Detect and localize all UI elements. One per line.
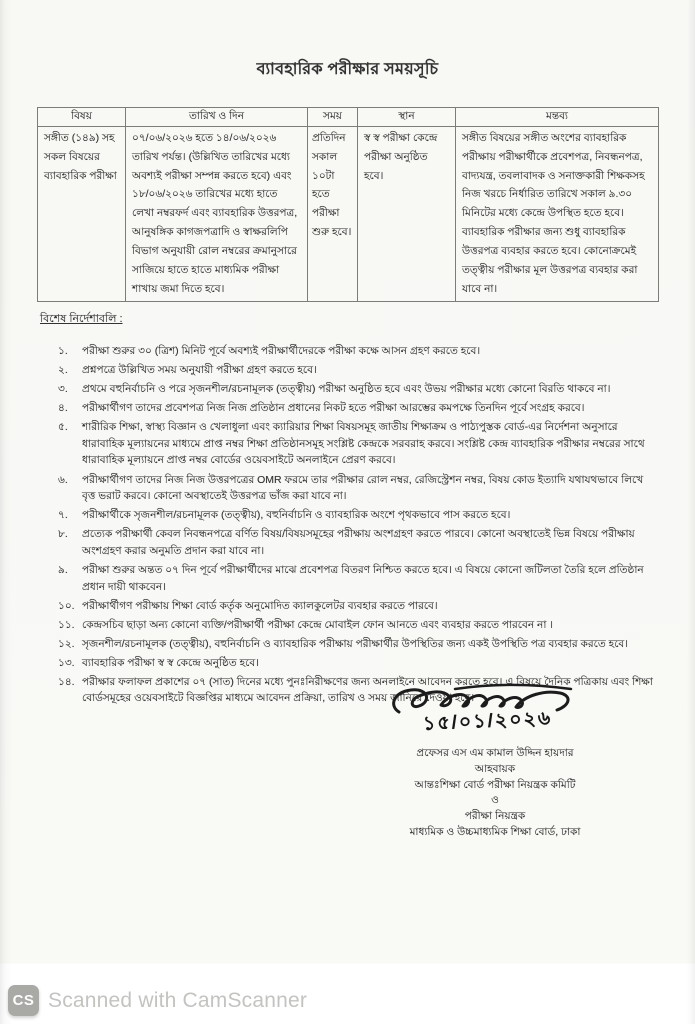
signature-date: ১৫/০১/২০২৬ [422,708,553,735]
instruction-text: প্রথমে বহুনির্বাচনি ও পরে সৃজনশীল/রচনামূলক (তত্ত্বীয়) পরীক্ষা অনুষ্ঠিত হবে এবং উভয় পরীক্ষার মধ্যে কোনো বিরতি থাকবে না। [82,383,611,396]
instruction-number: ৩. [58,383,68,396]
instruction-text: পরীক্ষার্থীগণ পরীক্ষায় শিক্ষা বোর্ড কর্তৃক অনুমোদিত ক্যালকুলেটর ব্যবহার করতে পারবে। [82,599,438,612]
instruction-text: শারীরিক শিক্ষা, স্বাস্থ্য বিজ্ঞান ও খেলাধুলা এবং ক্যারিয়ার শিক্ষা বিষয়সমূহ জাতীয় শিক্ষাক্রম ও পাঠ্যপুস্তক বোর্ড-এর নির্দেশনা অনুসারে ধারাবাহিক মূল্যায়নের মাধ্যমে প্রাপ্ত নম্বর শিক্ষা প্রতিষ্ঠানসমূহ সংশ্লিষ্ট কেন্দ্রকে সরবরাহ করবে। সংশ্লিষ্ট কেন্দ্র ব্যাবহারিক পরীক্ষার নম্বরের সাথে ধারাবাহিক মূল্যায়নে প্রাপ্ত নম্বর বোর্ডের ওয়েবসাইটে অনলাইনে প্রেরণ করবে। [82,421,645,467]
cell-remarks: সঙ্গীত বিষয়ের সঙ্গীত অংশের ব্যাবহারিক পরীক্ষায় পরীক্ষার্থীকে প্রবেশপত্র, নিবন্ধনপত্র, বাদ্যযন্ত্র, তবলাবাদক ও সনাক্তকারী শিক্ষকসহ নিজ খরচে নির্ধারিত তারিখে সকাল ৯.৩০ মিনিটের মধ্যে কেন্দ্রে উপস্থিত হতে হবে। ব্যাবহারিক পরীক্ষার জন্য শুধু ব্যাবহারিক উত্তরপত্র ব্যবহার করতে হবে। কোনোক্রমেই তত্ত্বীয় পরীক্ষার মূল উত্তরপত্র ব্যবহার করা যাবে না। [456,126,659,301]
instruction-number: ১৪. [58,675,75,688]
instruction-item-2 [58,362,660,379]
instruction-item-9 [58,562,660,595]
instruction-number: ১০. [58,599,75,612]
instruction-item-1 [58,343,660,360]
camscanner-watermark [8,985,307,1016]
cell-place: স্ব স্ব পরীক্ষা কেন্দ্রে পরীক্ষা অনুষ্ঠিত হবে। [358,126,456,301]
instruction-text: পরীক্ষা শুরুর অন্তত ০৭ দিন পূর্বে পরীক্ষার্থীদের মাঝে প্রবেশপত্র বিতরণ নিশ্চিত করতে হবে। এ বিষয়ে কোনো জটিলতা তৈরি হলে প্রতিষ্ঠান প্রধান দায়ী থাকবেন। [82,563,644,593]
watermark-text: Scanned with CamScanner [48,988,308,1012]
header-subject: বিষয় [38,108,126,127]
instruction-number: ৮. [58,528,68,541]
instruction-number: ৪. [58,402,68,415]
instruction-number: ৭. [58,509,68,522]
instruction-text: কেন্দ্রসচিব ছাড়া অন্য কোনো ব্যক্তি/পরীক্ষার্থী পরীক্ষা কেন্দ্রে মোবাইল ফোন আনতে এবং ব্যবহার করতে পারবেন না । [82,618,554,631]
cell-subject: সঙ্গীত (১৪৯) সহ সকল বিষয়ের ব্যাবহারিক পরীক্ষা [38,126,126,301]
signature-block [345,682,645,841]
instruction-text: পরীক্ষার ফলাফল প্রকাশের ০৭ (সাত) দিনের মধ্যে পুনঃনিরীক্ষণের জন্য অনলাইনে আবেদন করতে হবে। এ বিষয়ে দৈনিক পত্রিকায় এবং শিক্ষা বোর্ডসমূহের ওয়েবসাইটে বিজ্ঞপ্তির মাধ্যমে আবেদন প্রক্রিয়া, তারিখ ও সময় জানিয়ে দেওয়া হবে। [82,675,653,705]
signatory-role-controller: পরীক্ষা নিয়ন্ত্রক [464,810,526,822]
special-instructions-section [40,310,660,710]
instruction-item-3 [58,381,660,398]
signatory-role-convener: আহবায়ক [474,762,516,775]
instruction-text: সৃজনশীল/রচনামূলক (তত্ত্বীয়), বহুনির্বাচনি ও ব্যাবহারিক পরীক্ষায় পরীক্ষার্থীর উপস্থিতির জন্য একই উপস্থিতি পত্র ব্যবহার করতে হবে। [82,637,629,650]
instruction-number: ১৩. [58,656,75,669]
table-header-row [38,108,659,127]
instruction-text: ব্যাবহারিক পরীক্ষা স্ব স্ব কেন্দ্রে অনুষ্ঠিত হবে। [82,656,259,669]
instruction-text: প্রত্যেক পরীক্ষার্থী কেবল নিবন্ধনপত্রে বর্ণিত বিষয়/বিষয়সমূহের পরীক্ষায় অংশগ্রহণ করতে পারবে। কোনো অবস্থাতেই ভিন্ন বিষয়ে পরীক্ষায় অংশগ্রহণ করার অনুমতি প্রদান করা যাবে না। [82,528,635,557]
signatory-name: প্রফেসর এস এম কামাল উদ্দিন হায়দার [416,747,574,759]
instruction-item-13 [58,655,660,672]
header-place: স্থান [358,108,456,127]
instruction-item-7 [58,507,660,524]
instruction-number: ২. [58,364,68,377]
cell-time: প্রতিদিন সকাল ১০টা হতে পরীক্ষা শুরু হবে। [308,126,358,301]
instruction-number: ৯. [58,563,68,576]
signatory-organization: মাধ্যমিক ও উচ্চমাধ্যমিক শিক্ষা বোর্ড, ঢাকা [409,825,581,838]
header-remarks: মন্তব্য [456,108,659,127]
instruction-text: পরীক্ষার্থীগণ তাদের প্রবেশপত্র নিজ নিজ প্রতিষ্ঠান প্রধানের নিকট হতে পরীক্ষা আরম্ভের কমপক্ষে তিনদিন পূর্বে সংগ্রহ করবে। [82,402,585,415]
exam-schedule-table [37,107,659,302]
instruction-item-4 [58,400,660,417]
instructions-heading: বিশেষ নির্দেশাবলি : [40,313,123,325]
handwritten-signature [345,682,645,744]
camscanner-icon: CS [8,985,39,1016]
cell-date-day: ০৭/০৬/২০২৬ হতে ১৪/০৬/২০২৬ তারিখ পর্যন্ত। (উল্লিখিত তারিখের মধ্যে অবশ্যই পরীক্ষা সম্পন্ন করতে হবে) এবং ১৮/০৬/২০২৬ তারিখের মধ্যে হাতে লেখা নম্বরফর্দ এবং ব্যাবহারিক উত্তরপত্র, আনুষঙ্গিক কাগজপত্রাদি ও স্বাক্ষরলিপি বিভাগ অনুযায়ী রোল নম্বরের ক্রমানুসারে সাজিয়ে হাতে হাতে মাধ্যমিক পরীক্ষা শাখায় জমা দিতে হবে। [126,126,308,301]
instruction-item-11 [58,617,660,634]
page-title: ব্যাবহারিক পরীক্ষার সময়সূচি [256,61,439,78]
instruction-item-8 [58,526,660,559]
signatory-committee: আন্তঃশিক্ষা বোর্ড পরীক্ষা নিয়ন্ত্রক কমিটি [414,778,576,791]
table-row [38,126,659,301]
signature-conjunction: ও [491,794,499,807]
instruction-item-12 [58,636,660,653]
instruction-text: পরীক্ষার্থীগণ তাদের নিজ নিজ উত্তরপত্রের OMR ফরমে তার পরীক্ষার রোল নম্বর, রেজিস্ট্রেশন নম্বর, বিষয় কোড ইত্যাদি যথাযথভাবে লিখে বৃত্ত ভরাট করবে। কোনো অবস্থাতেই উত্তরপত্র ভাঁজ করা যাবে না। [82,473,644,503]
instruction-item-5 [58,419,660,469]
header-time: সময় [308,108,358,127]
instruction-text: পরীক্ষার্থীকে সৃজনশীল/রচনামূলক (তত্ত্বীয়), বহুনির্বাচনি ও ব্যাবহারিক অংশে পৃথকভাবে পাস করতে হবে। [82,509,511,522]
instruction-item-10 [58,598,660,615]
instruction-number: ১২. [58,637,75,650]
instruction-item-6 [58,472,660,505]
instruction-number: ১. [58,345,68,357]
instruction-text: পরীক্ষা শুরুর ৩০ (ত্রিশ) মিনিট পূর্বে অবশ্যই পরীক্ষার্থীদেরকে পরীক্ষা কক্ষে আসন গ্রহণ করতে হবে। [82,345,481,357]
instruction-text: প্রশ্নপত্রে উল্লিখিত সময় অনুযায়ী পরীক্ষা গ্রহণ করতে হবে। [82,364,317,377]
instruction-number: ৬. [58,473,68,486]
instruction-number: ১১. [58,618,75,631]
header-date-day: তারিখ ও দিন [126,108,308,127]
instruction-number: ৫. [58,421,68,434]
